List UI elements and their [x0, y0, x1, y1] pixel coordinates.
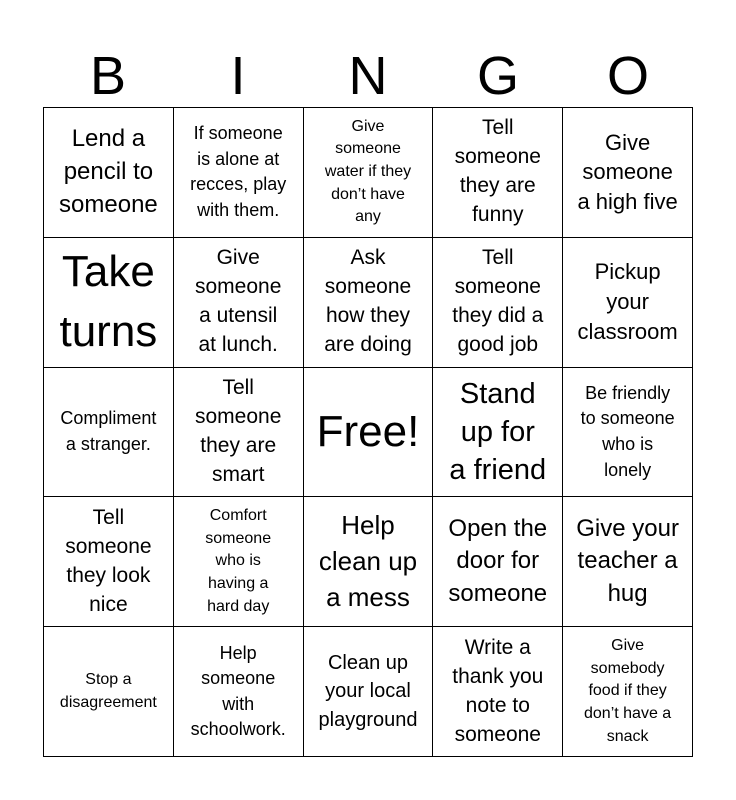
header-letter-i: I — [230, 46, 246, 106]
bingo-cell-r2-c3[interactable] — [304, 238, 434, 368]
bingo-cell-r5-c3[interactable] — [304, 627, 434, 757]
bingo-cell-text: Tell someone they are smart — [195, 376, 282, 486]
bingo-cell-r1-c3[interactable] — [304, 108, 434, 238]
bingo-cell-r5-c4[interactable] — [433, 627, 563, 757]
bingo-cell-text: Lend a pencil to someone — [59, 125, 158, 218]
bingo-cell-r2-c1[interactable] — [44, 238, 174, 368]
bingo-header — [43, 45, 693, 107]
bingo-cell-r1-c2[interactable] — [174, 108, 304, 238]
bingo-cell-r5-c1[interactable] — [44, 627, 174, 757]
bingo-cell-text: Give someone a utensil at lunch. — [195, 246, 282, 357]
bingo-cell-text: Give your teacher a hug — [576, 514, 679, 608]
bingo-cell-text: Comfort someone who is having a hard day — [205, 506, 272, 615]
bingo-cell-text: Stand up for a friend — [449, 377, 547, 487]
bingo-cell-r3-c4[interactable] — [433, 368, 563, 498]
bingo-cell-text: Tell someone they are funny — [454, 116, 541, 227]
bingo-cell-r1-c1[interactable] — [44, 108, 174, 238]
bingo-cell-r5-c2[interactable] — [174, 627, 304, 757]
bingo-cell-r3-c2[interactable] — [174, 368, 304, 498]
bingo-cell-text: Take turns — [59, 247, 158, 357]
bingo-cell-r4-c1[interactable] — [44, 497, 174, 627]
bingo-cell-text: Stop a disagreement — [59, 670, 157, 711]
bingo-cell-text: Pickup your classroom — [577, 259, 678, 345]
bingo-cell-r4-c2[interactable] — [174, 497, 304, 627]
bingo-cell-r1-c5[interactable] — [563, 108, 693, 238]
bingo-cell-r4-c3[interactable] — [304, 497, 434, 627]
bingo-cell-r2-c5[interactable] — [563, 238, 693, 368]
header-letter-n: N — [348, 46, 388, 106]
bingo-cell-r2-c2[interactable] — [174, 238, 304, 368]
bingo-cell-r3-c1[interactable] — [44, 368, 174, 498]
bingo-cell-text: Clean up your local playground — [318, 652, 418, 731]
bingo-cell-text: Free! — [316, 407, 420, 457]
bingo-cell-text: Tell someone they look nice — [65, 505, 152, 616]
bingo-cell-text: Give someone water if they don’t have any — [324, 117, 412, 226]
bingo-cell-r3-c5[interactable] — [563, 368, 693, 498]
bingo-cell-r1-c4[interactable] — [433, 108, 563, 238]
bingo-cell-r4-c5[interactable] — [563, 497, 693, 627]
bingo-cell-text: Ask someone how they are doing — [324, 246, 412, 357]
bingo-cell-text: Write a thank you note to someone — [452, 635, 544, 746]
bingo-cell-text: Be friendly to someone who is lonely — [580, 382, 675, 480]
bingo-cell-r2-c4[interactable] — [433, 238, 563, 368]
bingo-cell-text: Help someone with schoolwork. — [190, 642, 286, 740]
header-letter-g: G — [476, 46, 519, 106]
bingo-cell-r4-c4[interactable] — [433, 497, 563, 627]
bingo-cell-r5-c5[interactable] — [563, 627, 693, 757]
bingo-grid — [43, 107, 693, 757]
bingo-cell-text: Help clean up a mess — [318, 509, 418, 612]
bingo-cell-text: Tell someone they did a good job — [452, 246, 544, 357]
bingo-cell-text: If someone is alone at recces, play with them. — [190, 123, 287, 220]
bingo-cell-text: Give somebody food if they don’t have a snack — [584, 636, 672, 745]
bingo-cell-text: Compliment a stranger. — [60, 408, 157, 454]
header-letter-b: B — [89, 46, 127, 106]
header-letter-o: O — [606, 46, 649, 106]
bingo-cell-r3-c3[interactable] — [304, 368, 434, 498]
bingo-cell-text: Open the door for someone — [448, 514, 548, 608]
bingo-cell-text: Give someone a high five — [577, 129, 678, 215]
